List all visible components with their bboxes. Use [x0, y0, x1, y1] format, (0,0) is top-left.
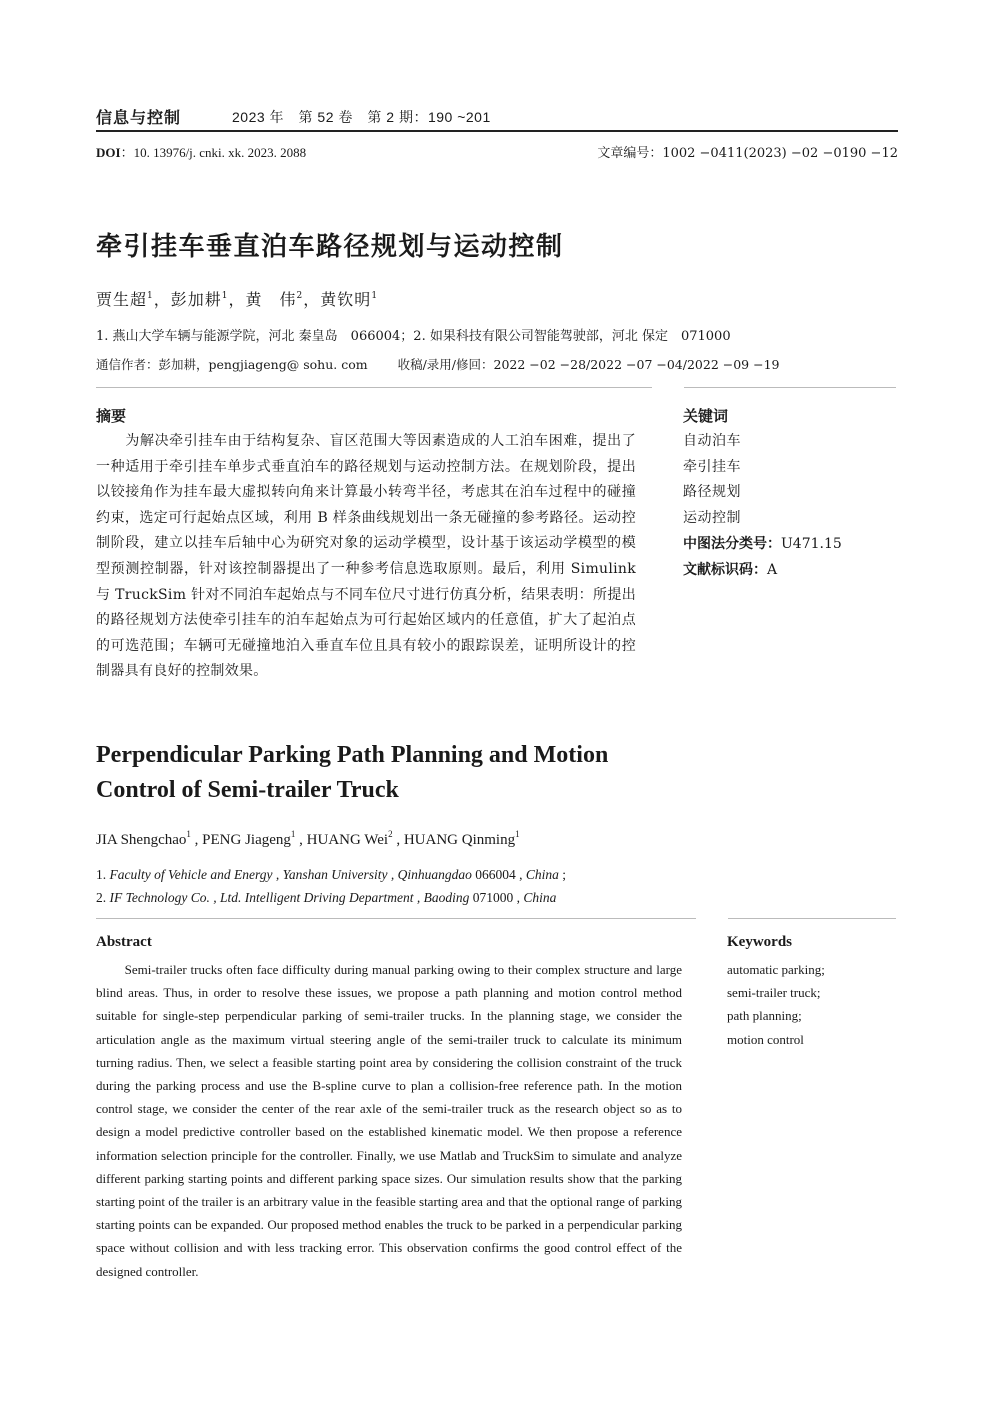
affiliations-cn: 1. 燕山大学车辆与能源学院，河北 秦皇岛 066004；2. 如果科技有限公司智能驾驶部，河北 保定 071000 [96, 329, 731, 344]
keywords-en-heading: Keywords [727, 934, 792, 950]
doi [96, 142, 306, 161]
abstract-en [96, 958, 682, 1283]
affiliation-en: 1. Faculty of Vehicle and Energy , Yanshan University , Qinhuangdao 066004 , China ; [96, 867, 566, 882]
correspondence-line [96, 355, 779, 373]
author-cn: 黄 伟$^2$， [245, 290, 321, 309]
keyword-en: semi-trailer truck; [727, 985, 821, 1001]
author-en: HUANG Wei$^2$ , [306, 829, 404, 848]
keyword-en: motion control [727, 1031, 804, 1047]
clc-number: 中图法分类号：U471.15 [683, 536, 842, 552]
header-rule [96, 130, 898, 132]
abstract-en-heading: Abstract [96, 934, 152, 950]
keywords-cn-heading: 关键词 [683, 407, 729, 425]
issue-info: 2023 年 第 52 卷 第 2 期：190 ~201 [232, 109, 491, 125]
authors-cn [96, 287, 378, 310]
keywords-cn [683, 429, 741, 531]
authors-en [96, 829, 520, 849]
journal-title: 信息与控制 [96, 108, 182, 127]
author-cn: 彭加耕$^1$， [170, 290, 246, 309]
title-cn: 牵引挂车垂直泊车路径规划与运动控制 [96, 232, 564, 262]
author-cn: 贾生超$^1$， [96, 290, 171, 309]
doi-label: DOI [96, 145, 121, 160]
abstract-cn-heading: 摘要 [96, 407, 127, 425]
section-rule [96, 918, 696, 919]
author-cn: 黄钦明$^1$ [320, 290, 379, 309]
affiliations-en [96, 863, 566, 909]
keywords-en [727, 958, 825, 1051]
abstract-cn [96, 429, 636, 685]
author-en: PENG Jiageng$^1$ , [202, 829, 307, 848]
corresponding-author: 通信作者：彭加耕，pengjiageng@ sohu. com [96, 357, 368, 372]
keyword-cn: 路径规划 [683, 484, 741, 501]
affiliation-en: 2. IF Technology Co. , Ltd. Intelligent Driving Department , Baoding 071000 , China [96, 890, 557, 905]
keyword-cn: 牵引挂车 [683, 458, 741, 475]
section-rule [728, 918, 896, 919]
title-en: Perpendicular Parking Path Planning and Motion Control of Semi-trailer Truck [96, 742, 609, 803]
keyword-cn: 自动泊车 [683, 433, 741, 449]
author-en: JIA Shengchao$^1$ , [96, 829, 203, 848]
section-rule [96, 387, 652, 388]
doi-value: ：10. 13976/j. cnki. xk. 2023. 2088 [120, 145, 307, 160]
received-dates: 收稿/录用/修回：2022 −02 −28/2022 −07 −04/2022 −09 −19 [397, 357, 780, 372]
author-en: HUANG Qinming$^1$ [403, 829, 520, 848]
abstract-en-text: Semi-trailer trucks often face difficulty during manual parking owing to their complex structure and large blind areas. Thus, in order to resolve these issues, we propose a path planning and motion control method suitable for single-step perpendicular parking of semi-trailer trucks. In the planning stage, we consider the articulation angle as the maximum virtual steering angle of the semi-trailer truck to calculate its minimum turning radius. Then, we select a feasible starting point area by considering the collision constraint of the truck during the parking process and use the B-spline curve to plan a collision-free reference path. In the motion control stage, we consider the center of the rear axle of the semi-trailer truck as the research object so as to design a model predictive controller based on the established kinematic model. We then propose a reference information selection principle for the controller. Finally, we use Matlab and TruckSim to simulate and analyze different parking starting points and different parking space sizes. Our simulation results show that the parking starting point of the trailer is an arbitrary value in the feasible starting area and that the optional range of parking starting points can be expanded. Our proposed method enables the truck to be parked in a perpendicular parking space without collision and with less tracking error. This observation confirms the good control effect of the designed controller. [96, 962, 682, 1279]
document-code: 文献标识码：A [683, 562, 778, 578]
keyword-en: path planning; [727, 1008, 802, 1024]
keyword-cn: 运动控制 [683, 509, 741, 526]
section-rule [684, 387, 896, 388]
abstract-cn-text: 为解决牵引挂车由于结构复杂、盲区范围大等因素造成的人工泊车困难，提出了一种适用于牵引挂车单步式垂直泊车的路径规划与运动控制方法。在规划阶段，提出以铰接角作为挂车最大虚拟转向角来计算最小转弯半径，考虑其在泊车过程中的碰撞约束，选定可行起始点区域，利用 B 样条曲线规划出一条无碰撞的参考路径。运动控制阶段，建立以挂车后轴中心为研究对象的运动学模型，设计基于该运动学模型的模型预测控制器，针对该控制器提出了一种参考信息选取原则。最后，利用 Simulink 与 TruckSim 针对不同泊车起始点与不同车位尺寸进行仿真分析，结果表明：所提出的路径规划方法使牵引挂车的泊车起始点为可行起始区域内的任意值，扩大了起泊点的可选范围；车辆可无碰撞地泊入垂直车位且具有较小的跟踪误差，证明所设计的控制器具有良好的控制效果。 [96, 433, 636, 680]
keyword-en: automatic parking; [727, 962, 825, 977]
article-number: 文章编号：1002 −0411(2023) −02 −0190 −12 [597, 146, 898, 161]
